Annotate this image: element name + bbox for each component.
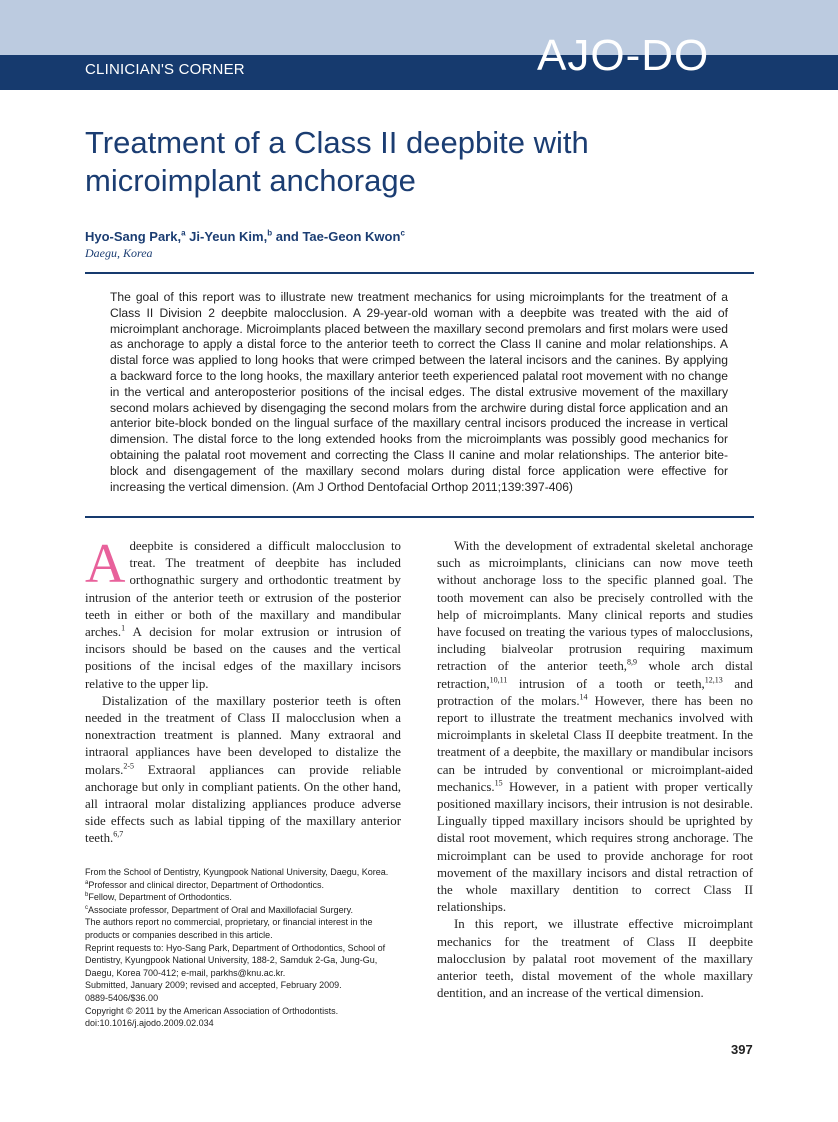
body-paragraph <box>437 538 753 916</box>
footnote-reprint: Reprint requests to: Hyo-Sang Park, Department of Orthodontics, School of Dentistry, Kyungpook National University, 188-2, Samduk 2-Ga, Jung-Gu, Daegu, Korea 700-412; e-mail, parkhs@knu.ac.kr. <box>85 942 386 978</box>
citation: 14 <box>579 692 588 702</box>
abstract: The goal of this report was to illustrate new treatment mechanics for using microimplants for the treatment of a Class II Division 2 deepbite malocclusion. A 29-year-old woman with a deepbite was treated with the aid of microimplant anchorage. Microimplants placed between the maxillary second premolars and first molars were used as anchorage to apply a distal force to the anterior teeth to correct the Class II canine and molar relationships. A distal force was applied to long hooks that were crimped between the lateral incisors and the canines. By applying a backward force to the long hooks, the maxillary anterior teeth experienced palatal root movement with no change in the vertical and anteroposterior positions of the incisal edges. The distal extrusive movement of the maxillary second molars achieved by disengaging the second molars from the archwire during distal force application and an anterior bite-block bonded on the lingual surface of the maxillary central incisors produced the increase in vertical dimension. The distal force to the long extended hooks from the microimplants was possibly good mechanics for obtaining the palatal root movement and correcting the Class II canine and molar relationships. The anterior bite-block and disengagement of the maxillary second molars during distal force application were effective for increasing the vertical dimension. (Am J Orthod Dentofacial Orthop 2011;139:397-406) <box>110 290 728 494</box>
citation: 6,7 <box>113 830 124 840</box>
paragraph-text: However, in a patient with proper vertically positioned maxillary incisors, their intrusion is not desirable. Lingually tipped maxillary incisors should be uprighted by distal root movement, which requires strong anchorage. The microimplant can be used to provide anchorage for root movement of the maxillary incisors and distal retraction of the whole maxillary dentition to correct Class II relationships. <box>437 779 753 915</box>
footnote-text: Fellow, Department of Orthodontics. <box>88 892 232 903</box>
paragraph-text: Extraoral appliances can provide reliable anchorage but only in compliant patients. On the other hand, all intraoral molar distalizing appliances produce adverse side effects such as labial tipping of the maxillary anterior teeth. <box>85 762 401 846</box>
author-affiliation-mark: a <box>181 228 186 238</box>
author-location: Daegu, Korea <box>85 246 153 260</box>
author-name: and Tae-Geon Kwon <box>275 229 401 244</box>
body-paragraph <box>437 916 753 1002</box>
citation: 12,13 <box>704 675 723 685</box>
author-name: Hyo-Sang Park, <box>85 229 182 244</box>
abstract-bottom-rule <box>85 516 754 518</box>
paragraph-text: Distalization of the maxillary posterior teeth is often needed in the treatment of Class II malocclusion when a nonextraction treatment is planned. Many extraoral and intraoral appliances have been developed to distalize the molars. <box>85 693 401 777</box>
paragraph-text: In this report, we illustrate effective microimplant mechanics for the treatment of Class II deepbite malocclusion by palatal root movement of the maxillary anterior teeth, distal movement of the whole maxillary dentition, and an increase of the vertical dimension. <box>437 917 753 1001</box>
paragraph-text: whole arch distal retraction, <box>437 659 753 691</box>
footnote-affiliation: From the School of Dentistry, Kyungpook National University, Daegu, Korea. <box>85 867 389 877</box>
section-label: CLINICIAN'S CORNER <box>85 61 245 78</box>
citation: 15 <box>494 778 503 788</box>
footnote-c <box>85 904 405 917</box>
drop-cap: A <box>85 533 126 595</box>
body-column-right <box>437 538 753 1002</box>
top-color-band <box>0 0 838 55</box>
abstract-top-rule <box>85 272 754 274</box>
article-title: Treatment of a Class II deepbite with microimplant anchorage <box>85 125 589 198</box>
footnotes <box>85 866 405 1030</box>
body-paragraph <box>85 693 401 848</box>
body-column-left <box>85 533 401 848</box>
footnote-disclosure: The authors report no commercial, proprietary, or financial interest in the products or companies described in this article. <box>85 917 373 940</box>
author-affiliation-mark: b <box>267 228 273 238</box>
footnote-text: Professor and clinical director, Department of Orthodontics. <box>88 879 324 890</box>
footnote-b <box>85 891 405 904</box>
citation: 2-5 <box>123 761 134 771</box>
paragraph-text: intrusion of a tooth or teeth, <box>507 676 705 691</box>
footnote-mark: a <box>85 879 89 886</box>
citation: 10,11 <box>489 675 508 685</box>
page-number: 397 <box>731 1042 753 1057</box>
paragraph-text: However, there has been no report to illustrate the treatment mechanics involved with microimplants in skeletal Class II deepbite treatment. In the treatment of a deepbite, the maxillary or mandibular incisors can be intruded by conventional or microimplant-aided mechanics. <box>437 693 753 794</box>
author-name: Ji-Yeun Kim, <box>189 229 268 244</box>
author-list <box>85 229 405 244</box>
paragraph-text: deepbite is considered a difficult malocclusion to treat. The treatment of deepbite has included orthognathic surgery and orthodontic treatment by intrusion of the anterior teeth or extrusion of the posterior teeth in either or both of the maxillary and mandibular arches. <box>85 539 401 640</box>
footnote-submitted: Submitted, January 2009; revised and accepted, February 2009. <box>85 980 342 991</box>
paragraph-text: and protraction of the molars. <box>437 676 753 708</box>
footnote-price: 0889-5406/$36.00 <box>85 992 159 1003</box>
footnote-copyright: Copyright © 2011 by the American Association of Orthodontists. <box>85 1005 339 1016</box>
footnote-a <box>85 879 405 892</box>
footnote-mark: c <box>85 904 88 911</box>
paragraph-text: A decision for molar extrusion or intrusion of incisors should be based on the causes and the vertical positions of the incisal edges of the maxillary incisors relative to the upper lip. <box>85 625 401 691</box>
footnote-mark: b <box>85 892 89 899</box>
footnote-doi: doi:10.1016/j.ajodo.2009.02.034 <box>85 1018 214 1029</box>
footnote-text: Associate professor, Department of Oral and Maxillofacial Surgery. <box>88 904 353 915</box>
journal-logo: AJO-DO <box>537 31 710 80</box>
author-affiliation-mark: c <box>400 228 405 238</box>
citation: 1 <box>121 623 126 633</box>
citation: 8,9 <box>627 658 638 668</box>
paragraph-text: With the development of extradental skeletal anchorage such as microimplants, clinicians can now move teeth without anchorage loss to the specific planned goal. The tooth movement can also be precisely controlled with the help of microimplants. Many clinical reports and studies have focused on treating the various types of malocclusions, including bialveolar protrusion requiring maximum retraction of the anterior teeth, <box>437 539 753 674</box>
body-paragraph <box>85 533 401 693</box>
